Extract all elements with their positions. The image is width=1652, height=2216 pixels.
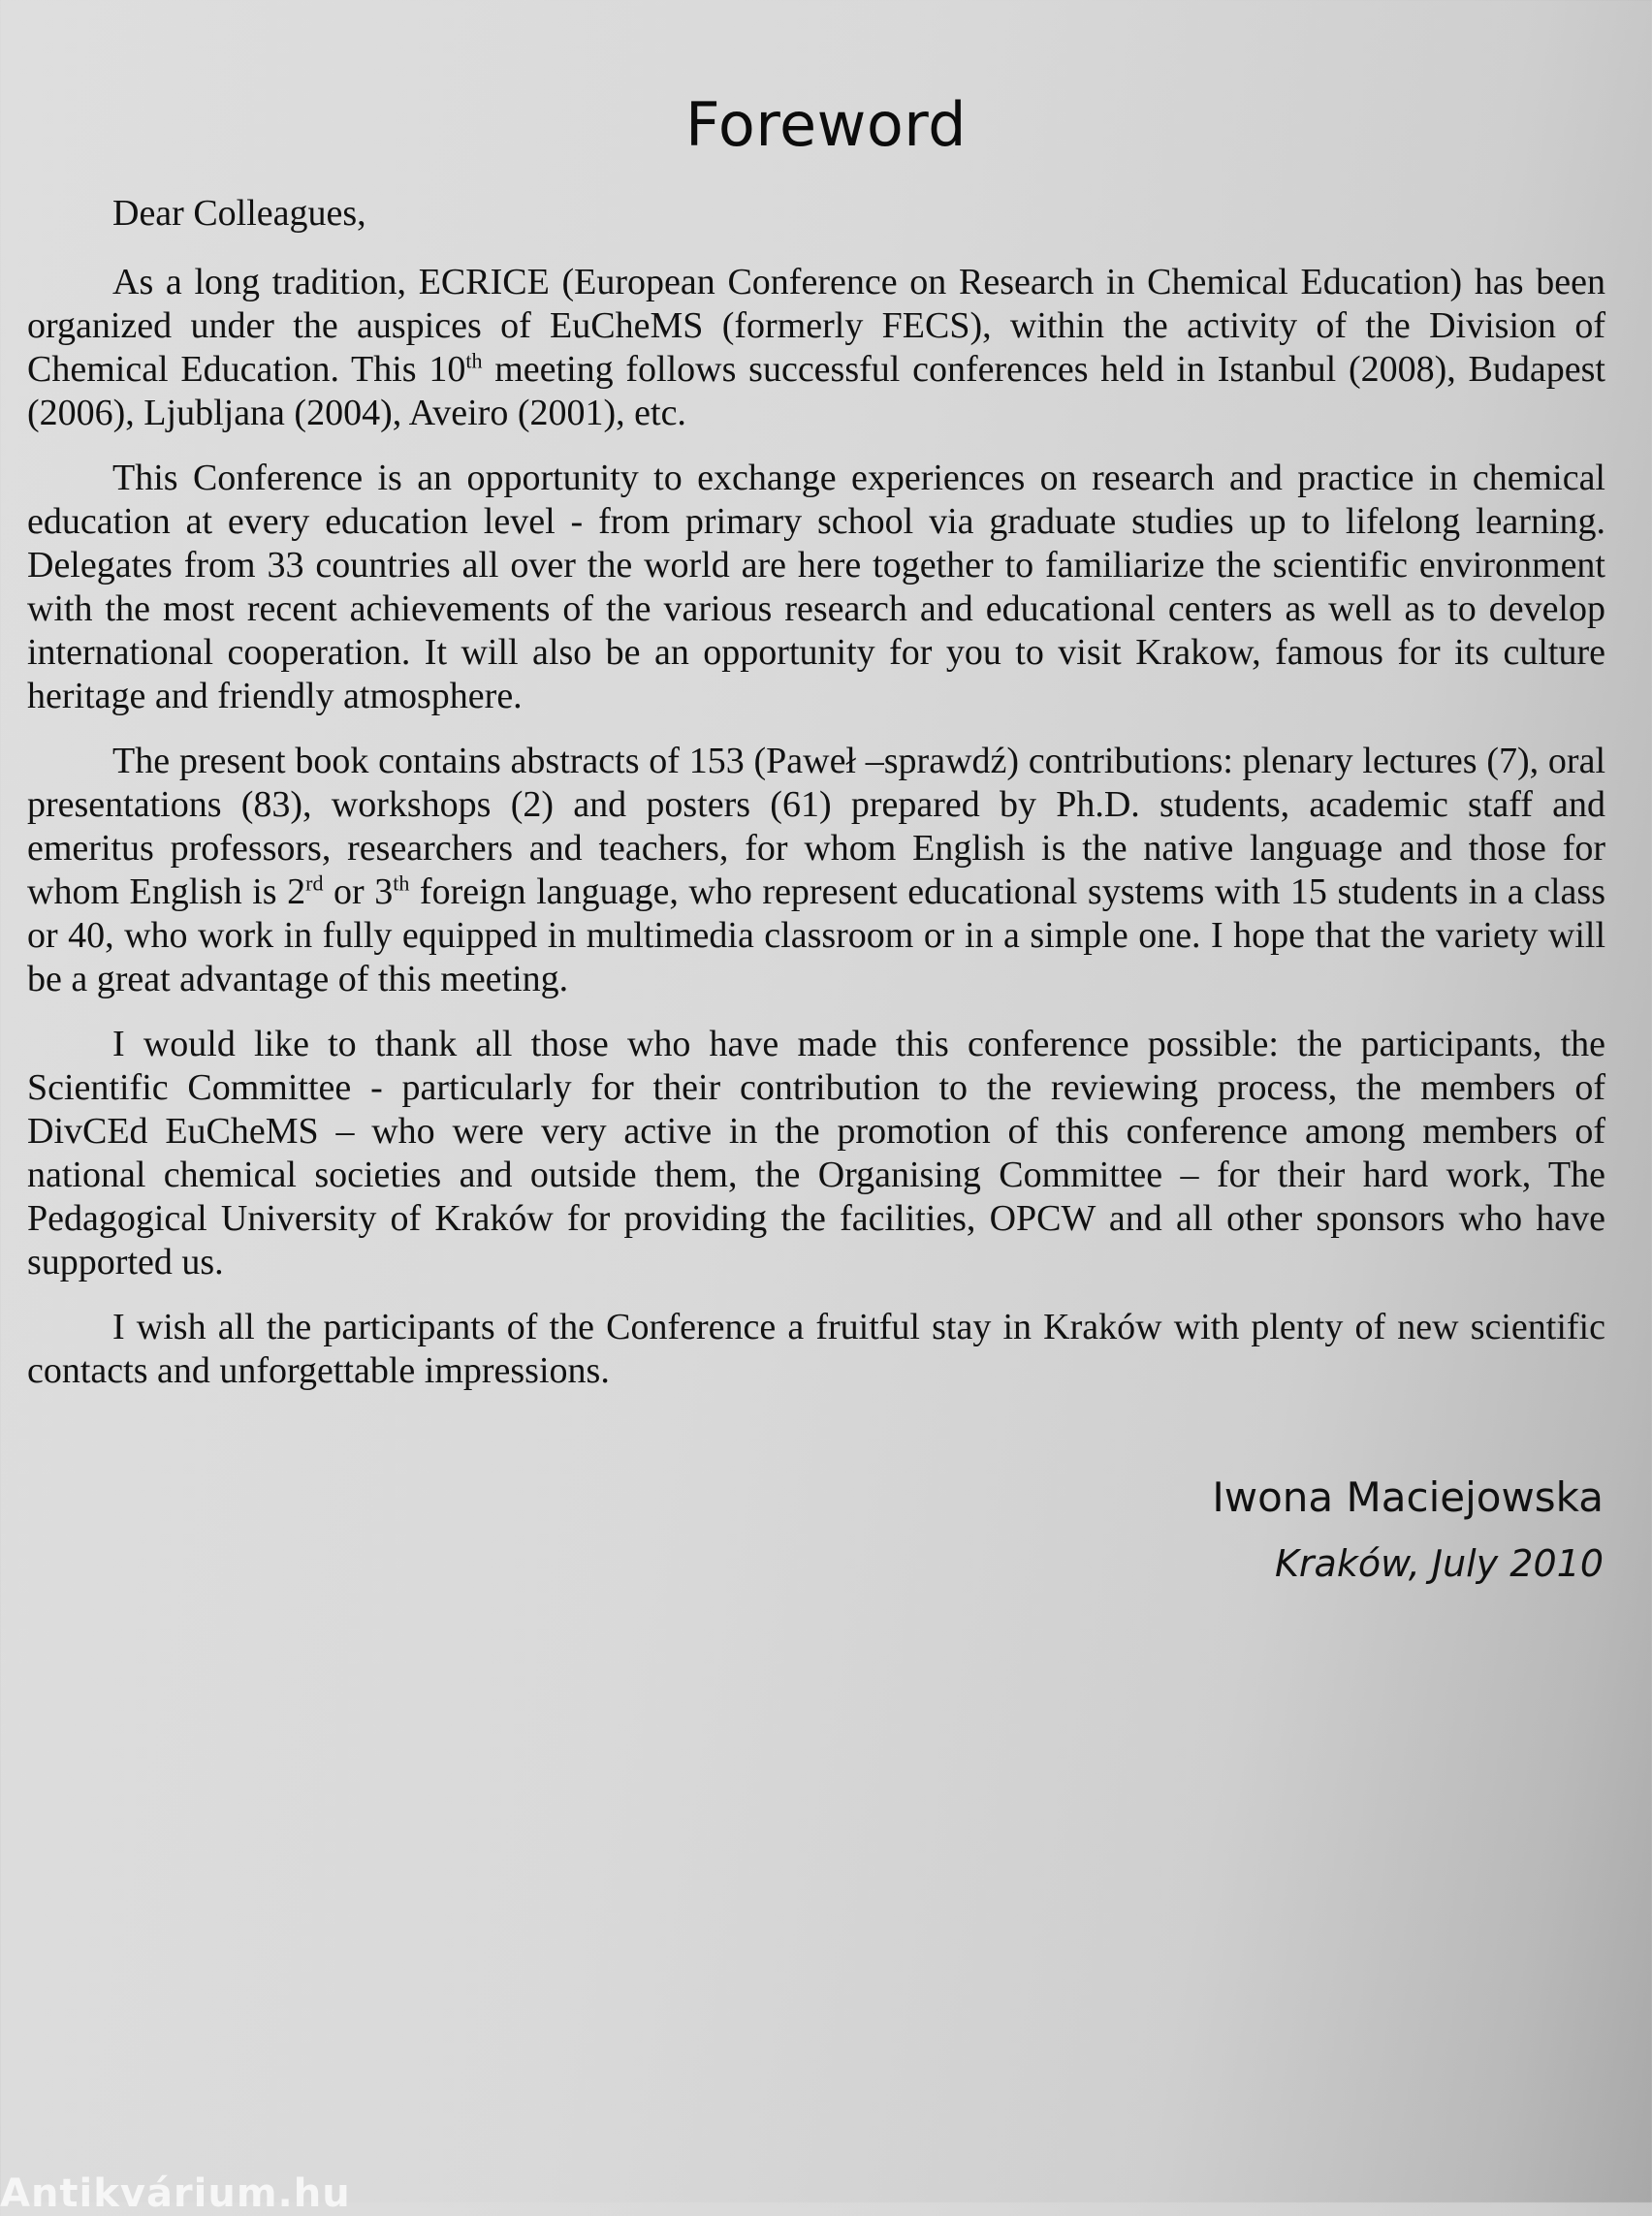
paragraph-2: This Conference is an opportunity to exchange experiences on research and practice in chemical education at every education level - from primary school via graduate studies up to lifelong learning. Delegates from 33 countries all over the world are here together to familiarize the scientific environment with the most recent achievements of the various research and educational centers as well as to develop international cooperation. It will also be an opportunity for you to visit Krakow, famous for its culture heritage and friendly atmosphere. [27, 458, 1605, 716]
letter-body [27, 192, 1605, 1414]
paragraph-4: I would like to thank all those who have made this conference possible: the participants, the Scientific Committee - particularly for their contribution to the reviewing process, the members of DivCEd EuCheMS – who were very active in the promotion of this conference among members of national chemical societies and outside them, the Organising Committee – for their hard work, The Pedagogical University of Kraków for providing the facilities, OPCW and all other sponsors who have supported us. [27, 1024, 1605, 1282]
paragraph-3-text-a: The present book contains abstracts of 153 (Paweł –sprawdź) contributions: plenary lectures (7), oral presentations (83), workshops (2) and posters (61) prepared by Ph.D. students, academic staff and emeritus professors, researchers and teachers, for whom English is the native language and those for whom English is 2 [27, 741, 1605, 912]
page-title: Foreword [684, 89, 968, 160]
signature-place-date: Kraków, July 2010 [1274, 1542, 1604, 1585]
paragraph-3-superscript-1: rd [305, 871, 324, 896]
paragraph-1-text-b: meeting follows successful conferences held in Istanbul (2008), Budapest (2006), Ljubljana (2004), Aveiro (2001), etc. [27, 349, 1605, 433]
paragraph-1 [27, 261, 1605, 435]
paragraph-3 [27, 740, 1605, 1001]
signature-name: Iwona Maciejowska [1212, 1473, 1604, 1521]
paragraph-1-superscript: th [465, 348, 483, 373]
watermark-text: Antikvárium.hu [0, 2171, 351, 2216]
paragraph-3-text-c: foreign language, who represent educational systems with 15 students in a class or 40, who work in fully equipped in multimedia classroom or in a simple one. I hope that the variety will be a great advantage of this meeting. [27, 871, 1605, 999]
paragraph-5: I wish all the participants of the Conference a fruitful stay in Kraków with plenty of new scientific contacts and unforgettable impressions. [27, 1307, 1605, 1391]
paragraph-3-superscript-2: th [393, 871, 410, 896]
paragraph-1-text-a: As a long tradition, ECRICE (European Conference on Research in Chemical Education) has been organized under the auspices of EuCheMS (formerly FECS), within the activity of the Division of Chemical Education. This 10 [27, 262, 1605, 390]
salutation: Dear Colleagues, [112, 193, 366, 234]
paragraph-3-text-b: or 3 [323, 871, 394, 912]
signature-block [1212, 1473, 1604, 1585]
